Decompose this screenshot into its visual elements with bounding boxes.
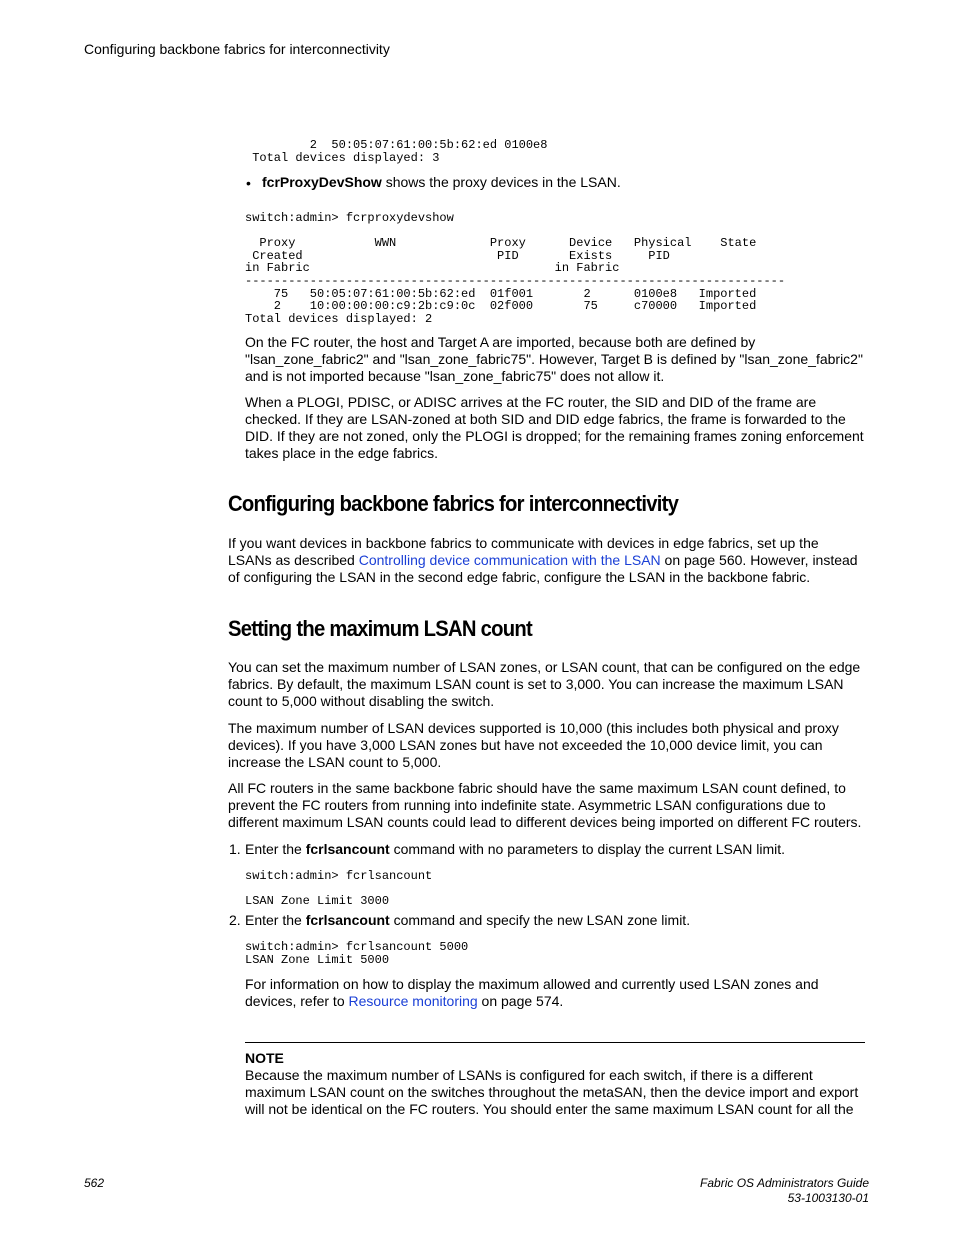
paragraph-plogi: When a PLOGI, PDISC, or ADISC arrives at the FC router, the SID and DID of the frame are checked. If they are LSAN-zoned at both SID and DID edge fabrics, the frame is forwarded to the DID. If they are not zoned, only the PLOGI is dropped; for the remaining frames zoning enforcement takes place in the edge fabrics. (245, 394, 864, 461)
step-number-2: 2. (229, 912, 241, 928)
footer-doc-number: 53-1003130-01 (787, 1191, 869, 1205)
running-header: Configuring backbone fabrics for interconnectivity (84, 41, 390, 57)
command-name: fcrProxyDevShow (262, 174, 382, 190)
paragraph-max-lsan-2: The maximum number of LSAN devices supported is 10,000 (this includes both physical and proxy devices). If you have 3,000 LSAN zones but have not exceeded the 10,000 device limit, you can increase the LSAN count to 5,000. (228, 720, 839, 770)
text: command with no parameters to display the current LSAN limit. (389, 841, 785, 857)
paragraph-max-lsan-1: You can set the maximum number of LSAN zones, or LSAN count, that can be configured on the edge fabrics. By default, the maximum LSAN count is set to 3,000. You can increase the maximum LSAN count to 5,000 without disabling the switch. (228, 659, 861, 709)
text: on page 560. However, instead of configuring the LSAN in the second edge fabric, configure the LSAN in the backbone fabric. (228, 552, 858, 585)
code-fcrlsancount: switch:admin> fcrlsancount LSAN Zone Limit 3000 (245, 869, 433, 909)
bullet-fcrproxydevshow (262, 174, 862, 191)
footer-guide-title: Fabric OS Administrators Guide (700, 1176, 869, 1190)
text: on page 574. (477, 993, 564, 1009)
paragraph-resource-info (245, 976, 845, 1010)
note-text: Because the maximum number of LSANs is configured for each switch, if there is a different maximum LSAN count on the switches throughout the metaSAN, then the device import and export will not be identical on the FC routers. You should enter the same maximum LSAN count for all the (245, 1067, 859, 1117)
text: For information on how to display the maximum allowed and currently used LSAN zones and devices, refer to (245, 976, 819, 1009)
code-device-list-tail: 2 50:05:07:61:00:5b:62:ed 0100e8 Total devices displayed: 3 (252, 138, 548, 165)
code-fcrproxydevshow: switch:admin> fcrproxydevshow Proxy WWN Proxy Device Physical State Created PID Exists PID in Fabric in Fabric --------------------------------------------------------------------------- 75 50:05:07:61:00:5b:62:ed 01f001 2 0100e8 Imported 2 10:00:00:00:c9:2b:c9:0c 02f000 75 c70000 Imported Total devices displayed: 2 (245, 211, 786, 326)
step-number-1: 1. (229, 841, 241, 857)
paragraph-backbone (228, 535, 864, 586)
text: Enter the (245, 841, 306, 857)
section-heading-backbone: Configuring backbone fabrics for interconnectivity (228, 491, 679, 516)
step-2 (245, 912, 865, 929)
bullet-marker: • (246, 175, 251, 191)
section-heading-max-lsan: Setting the maximum LSAN count (228, 616, 533, 641)
paragraph-max-lsan-3: All FC routers in the same backbone fabric should have the same maximum LSAN count defined, to prevent the FC routers from running into indefinite state. Asymmetric LSAN configurations due to different maximum LSAN counts could lead to different devices being imported on different FC routers. (228, 780, 862, 830)
note-label: NOTE (245, 1050, 284, 1066)
text: command and specify the new LSAN zone limit. (389, 912, 691, 928)
command-name: fcrlsancount (305, 841, 390, 857)
text: Enter the (245, 912, 306, 928)
link-controlling-device-communication[interactable]: Controlling device communication with the LSAN (358, 552, 661, 568)
code-fcrlsancount-5000: switch:admin> fcrlsancount 5000 LSAN Zone Limit 5000 (245, 940, 469, 967)
note-divider (245, 1042, 865, 1043)
bullet-text: shows the proxy devices in the LSAN. (381, 174, 621, 190)
step-1 (245, 841, 865, 858)
link-resource-monitoring[interactable]: Resource monitoring (348, 993, 478, 1009)
paragraph-fc-router: On the FC router, the host and Target A are imported, because both are defined by "lsan_zone_fabric2" and "lsan_zone_fabric75". However, Target B is defined by "lsan_zone_fabric2" and is not imported because "lsan_zone_fabric75" does not allow it. (245, 334, 863, 384)
text: If you want devices in backbone fabrics to communicate with devices in edge fabrics, set up the LSANs as described (228, 535, 819, 568)
footer-page-number: 562 (84, 1176, 105, 1190)
command-name: fcrlsancount (305, 912, 390, 928)
